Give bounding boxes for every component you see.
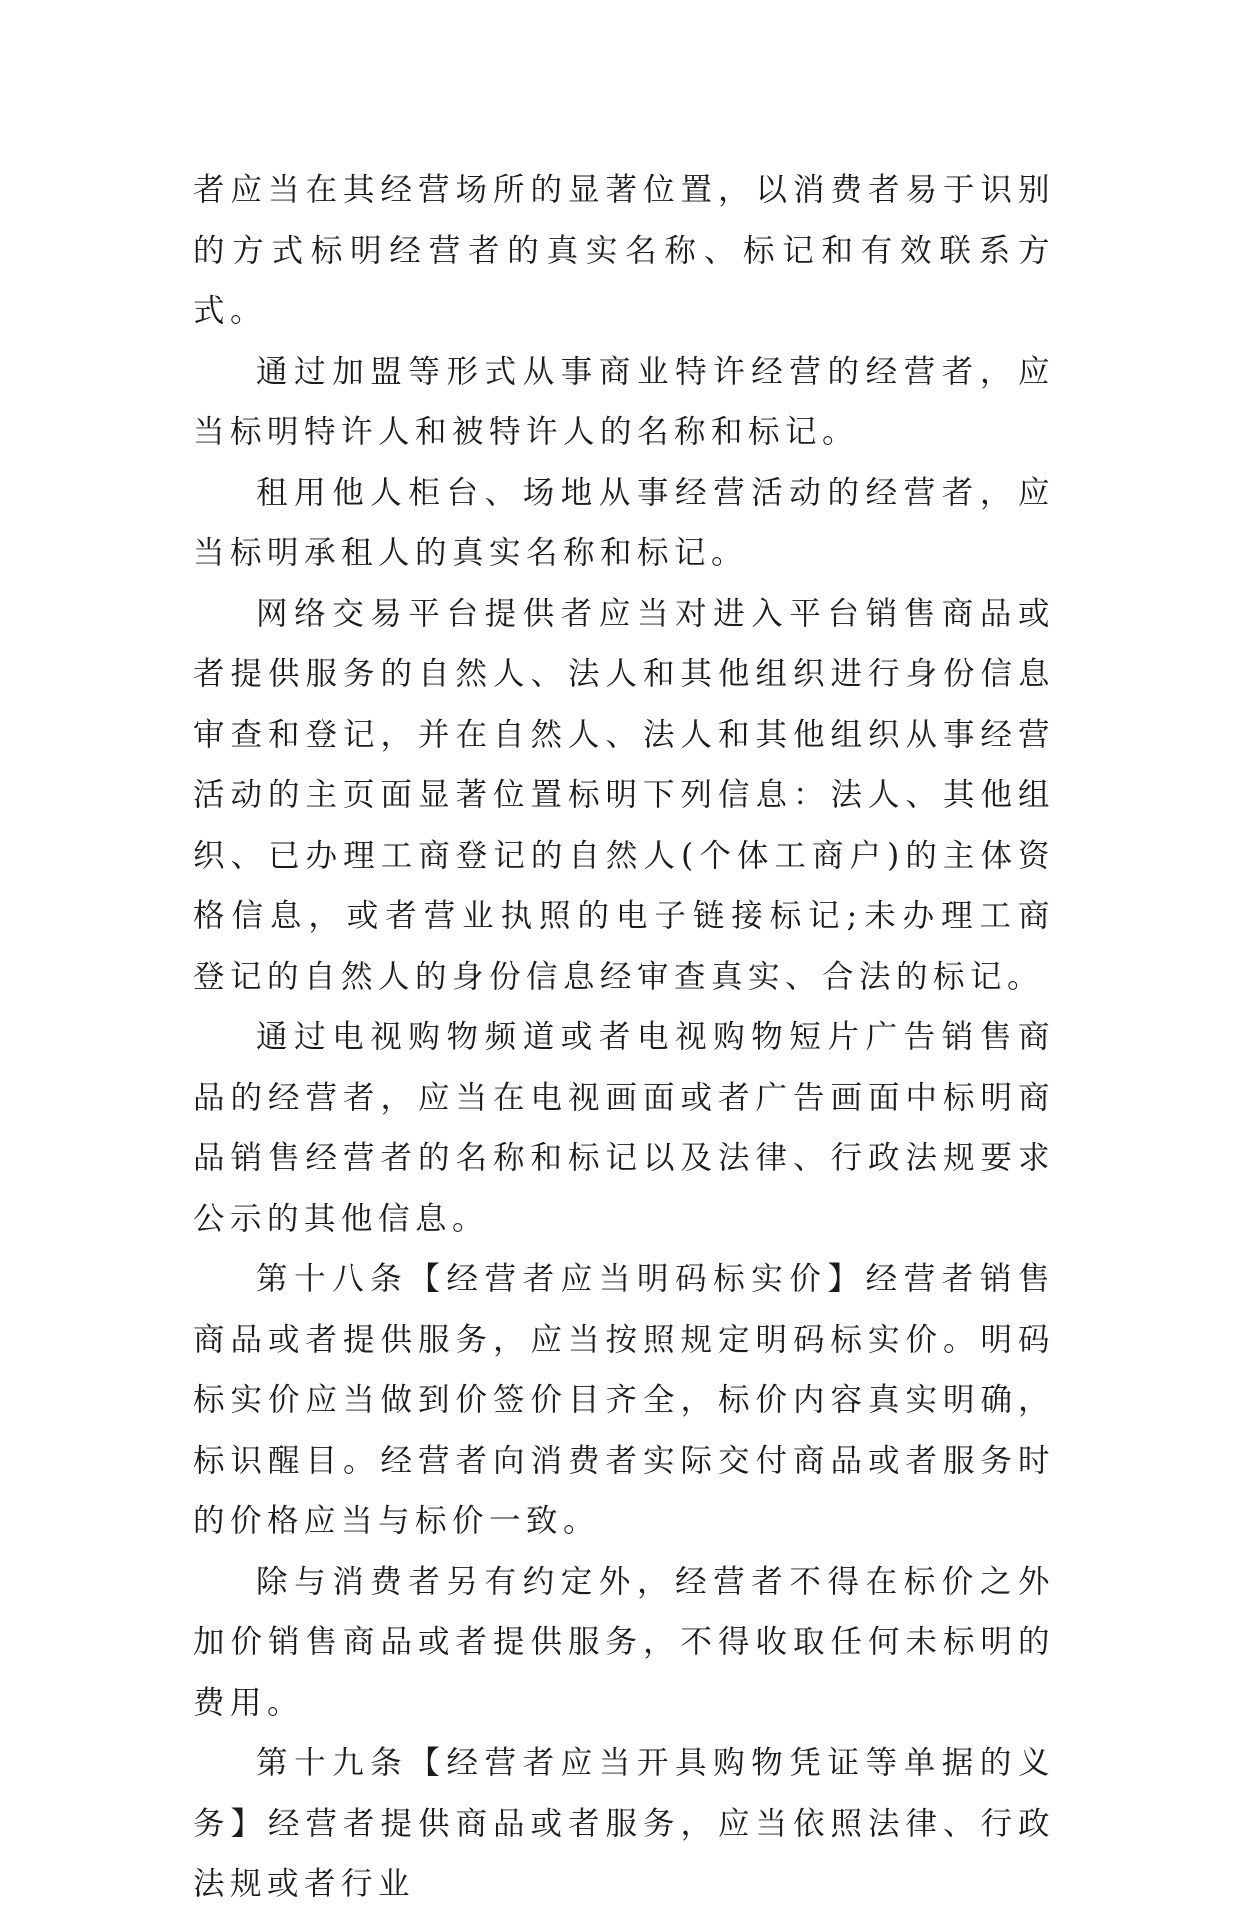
- paragraph-tv-shopping-marking: 通过电视购物频道或者电视购物短片广告销售商品的经营者，应当在电视画面或者广告画面中标明商品销售经营者的名称和标记以及法律、行政法规要求公示的其他信息。: [193, 1019, 1055, 1237]
- document-body: [193, 160, 1055, 1915]
- paragraph-online-platform-verification: 网络交易平台提供者应当对进入平台销售商品或者提供服务的自然人、法人和其他组织进行身份信息审查和登记，并在自然人、法人和其他组织从事经营活动的主页面显著位置标明下列信息：法人、其他组织、已办理工商登记的自然人(个体工商户)的主体资格信息，或者营业执照的电子链接标记;未办理工商登记的自然人的身份信息经审查真实、合法的标记。: [193, 595, 1055, 995]
- paragraph-franchise-marking: 通过加盟等形式从事商业特许经营的经营者，应当标明特许人和被特许人的名称和标记。: [193, 353, 1055, 450]
- paragraph-article-19-receipts: 第十九条【经营者应当开具购物凭证等单据的义务】经营者提供商品或者服务，应当依照法律、行政法规或者行业: [193, 1745, 1055, 1902]
- paragraph-continuation: 者应当在其经营场所的显著位置，以消费者易于识别的方式标明经营者的真实名称、标记和有效联系方式。: [193, 172, 1055, 329]
- paragraph-no-extra-charges: 除与消费者另有约定外，经营者不得在标价之外加价销售商品或者提供服务，不得收取任何未标明的费用。: [193, 1563, 1055, 1721]
- paragraph-article-18-price-marking: 第十八条【经营者应当明码标实价】经营者销售商品或者提供服务，应当按照规定明码标实价。明码标实价应当做到价签价目齐全，标价内容真实明确，标识醒目。经营者向消费者实际交付商品或者服务时的价格应当与标价一致。: [193, 1261, 1055, 1539]
- paragraph-rented-counter-marking: 租用他人柜台、场地从事经营活动的经营者，应当标明承租人的真实名称和标记。: [193, 474, 1055, 571]
